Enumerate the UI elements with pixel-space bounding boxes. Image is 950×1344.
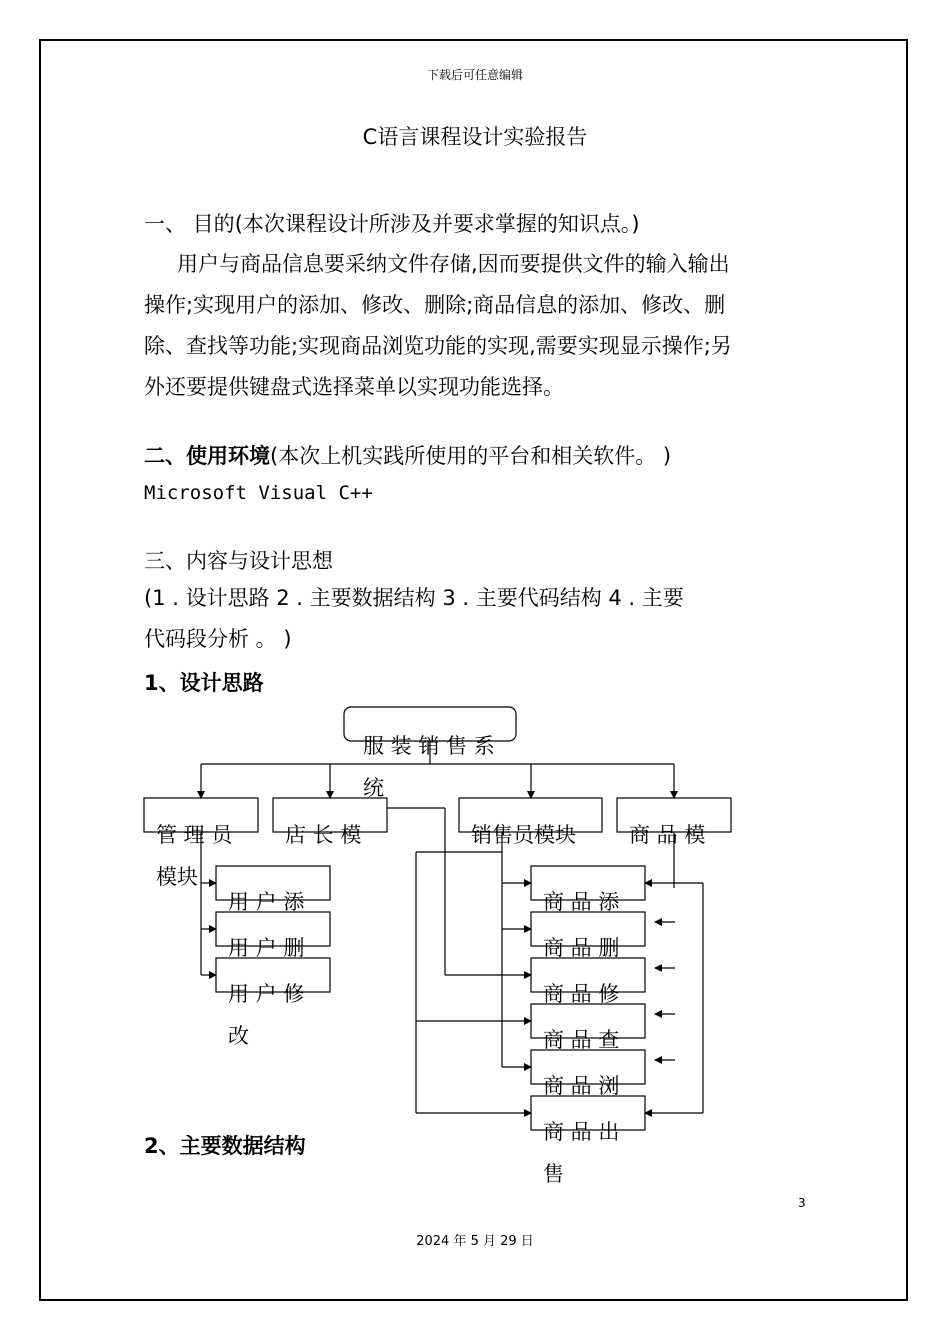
goods-modify-label: 商 品 修 xyxy=(543,982,620,1006)
paragraph-line: 外还要提供键盘式选择菜单以实现功能选择。 xyxy=(144,375,564,399)
goods-add-label: 商 品 添 xyxy=(543,890,620,914)
module-label-sales: 销售员模块 xyxy=(471,823,576,847)
module-label-admin-cont: 模块 xyxy=(156,865,198,889)
module-label-admin: 管 理 员 xyxy=(156,823,233,847)
subheading-data-structures: 2、主要数据结构 xyxy=(144,1134,306,1158)
user-modify-label: 用 户 修 xyxy=(228,982,305,1006)
goods-delete-label: 商 品 删 xyxy=(543,936,620,960)
page-number: 3 xyxy=(798,1196,806,1210)
subheading-design-idea: 1、设计思路 xyxy=(144,671,264,695)
section-3-heading: 三、内容与设计思想 xyxy=(144,549,333,573)
goods-sell-label-cont: 售 xyxy=(543,1162,564,1186)
document-title: C语言课程设计实验报告 xyxy=(362,125,588,149)
environment-text: Microsoft Visual C++ xyxy=(144,482,373,504)
module-label-goods: 商 品 模 xyxy=(629,823,706,847)
user-add-label: 用 户 添 xyxy=(228,890,305,914)
note-line: 代码段分析 。 ) xyxy=(144,627,292,651)
paragraph-line: 用户与商品信息要采纳文件存储,因而要提供文件的输入输出 xyxy=(177,252,730,276)
section-2-title: 二、使用环境 xyxy=(144,444,270,468)
goods-search-label: 商 品 查 xyxy=(543,1028,620,1052)
user-delete-label: 用 户 删 xyxy=(228,936,305,960)
goods-browse-label: 商 品 浏 xyxy=(543,1074,620,1098)
root-label-cont: 统 xyxy=(363,776,384,800)
note-line: (1 . 设计思路 2 . 主要数据结构 3 . 主要代码结构 4 . 主要 xyxy=(144,586,684,610)
user-modify-label-cont: 改 xyxy=(228,1024,249,1048)
goods-sell-label: 商 品 出 xyxy=(543,1120,620,1144)
footer-date: 2024 年 5 月 29 日 xyxy=(416,1234,534,1249)
section-1-note: (本次课程设计所涉及并要求掌握的知识点。) xyxy=(234,212,640,236)
module-label-manager: 店 长 模 xyxy=(285,823,362,847)
section-2-note: (本次上机实践所使用的平台和相关软件。 ) xyxy=(270,444,672,468)
root-label: 服 装 销 售 系 xyxy=(363,734,495,758)
paragraph-line: 除、查找等功能;实现商品浏览功能的实现,需要实现显示操作;另 xyxy=(144,334,732,358)
header-note: 下载后可任意编辑 xyxy=(426,68,523,82)
section-1-title: 一、 目的 xyxy=(144,212,235,236)
paragraph-line: 操作;实现用户的添加、修改、删除;商品信息的添加、修改、删 xyxy=(144,293,726,317)
